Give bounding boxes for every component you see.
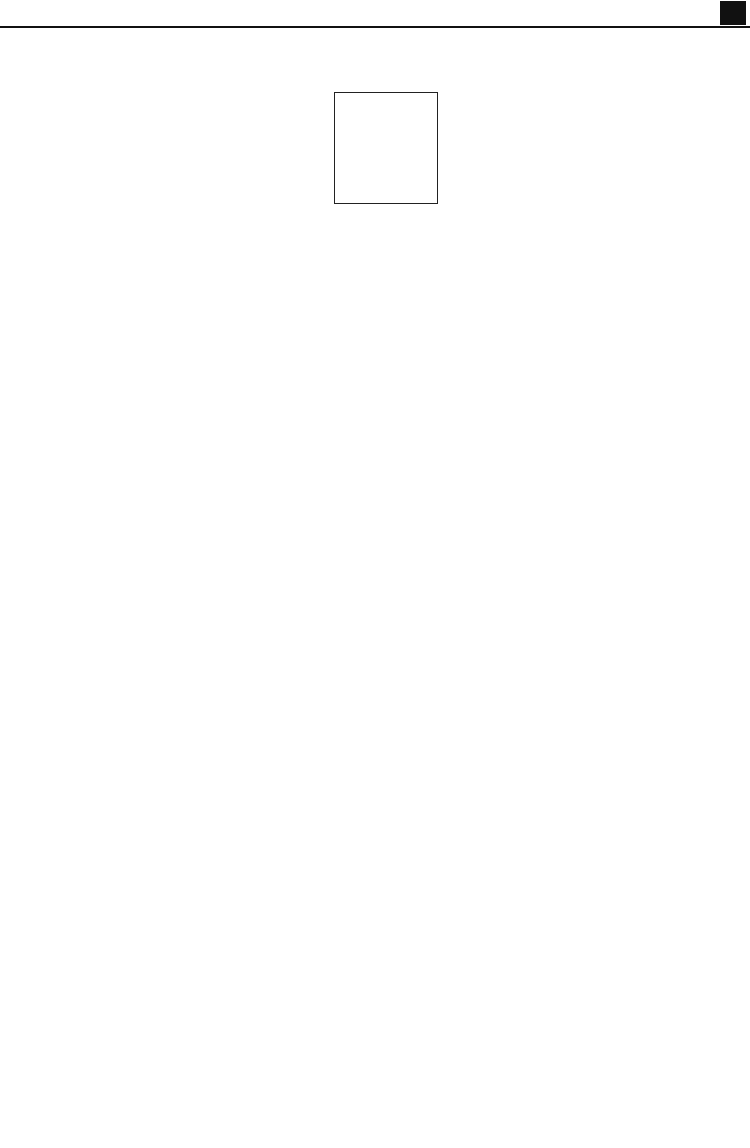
column-notices-4 — [442, 31, 746, 1145]
column-notices-3b — [334, 210, 438, 1145]
column-notices-3 — [191, 31, 331, 1145]
column-classifieds-1 — [4, 31, 94, 1145]
read-daily-ad — [334, 92, 438, 204]
column-classifieds-2 — [98, 31, 186, 1145]
page-number — [720, 1, 746, 25]
masthead — [0, 0, 750, 28]
